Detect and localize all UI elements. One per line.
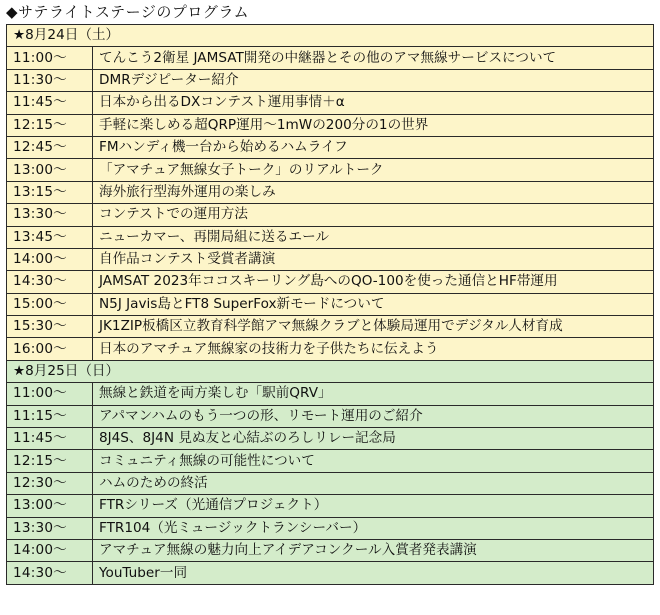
schedule-row (7, 450, 654, 472)
time-cell: 12:15〜 (7, 450, 93, 472)
schedule-row (7, 539, 654, 561)
time-cell: 13:30〜 (7, 204, 93, 226)
schedule-row (7, 428, 654, 450)
time-cell: 11:00〜 (7, 383, 93, 405)
program-cell: 手軽に楽しめる超QRP運用〜1mWの200分の1の世界 (93, 114, 654, 136)
day-header: ★8月25日（日） (7, 360, 654, 382)
program-cell: てんこう2衛星 JAMSAT開発の中継器とその他のアマ無線サービスについて (93, 47, 654, 69)
schedule-row (7, 136, 654, 158)
schedule-row (7, 405, 654, 427)
time-cell: 11:15〜 (7, 405, 93, 427)
schedule-row (7, 495, 654, 517)
schedule-row (7, 181, 654, 203)
program-cell: JAMSAT 2023年ココスキーリング島へのQO-100を使った通信とHF帯運用 (93, 271, 654, 293)
program-cell: アパマンハムのもう一つの形、リモート運用のご紹介 (93, 405, 654, 427)
day-header: ★8月24日（土） (7, 25, 654, 47)
program-cell: FTR104（光ミュージックトランシーバー） (93, 517, 654, 539)
program-cell: DMRデジピーター紹介 (93, 69, 654, 91)
program-cell: FTRシリーズ（光通信プロジェクト） (93, 495, 654, 517)
schedule-body (7, 25, 654, 585)
program-cell: ニューカマー、再開局組に送るエール (93, 226, 654, 248)
time-cell: 11:30〜 (7, 69, 93, 91)
program-cell: 「アマチュア無線女子トーク」のリアルトーク (93, 159, 654, 181)
schedule-table (6, 24, 654, 585)
program-cell: 8J4S、8J4N 見ぬ友と心結ぶのろしリレー記念局 (93, 428, 654, 450)
schedule-row (7, 226, 654, 248)
time-cell: 14:00〜 (7, 539, 93, 561)
schedule-row (7, 92, 654, 114)
time-cell: 15:00〜 (7, 293, 93, 315)
time-cell: 12:15〜 (7, 114, 93, 136)
time-cell: 13:30〜 (7, 517, 93, 539)
program-cell: 海外旅行型海外運用の楽しみ (93, 181, 654, 203)
schedule-row (7, 114, 654, 136)
program-cell: アマチュア無線の魅力向上アイデアコンクール入賞者発表講演 (93, 539, 654, 561)
time-cell: 11:45〜 (7, 92, 93, 114)
schedule-row (7, 69, 654, 91)
schedule-row (7, 271, 654, 293)
program-cell: 無線と鉄道を両方楽しむ「駅前QRV」 (93, 383, 654, 405)
program-cell: 自作品コンテスト受賞者講演 (93, 248, 654, 270)
time-cell: 11:00〜 (7, 47, 93, 69)
schedule-row (7, 248, 654, 270)
day-header-row (7, 360, 654, 382)
time-cell: 12:30〜 (7, 472, 93, 494)
time-cell: 12:45〜 (7, 136, 93, 158)
time-cell: 13:15〜 (7, 181, 93, 203)
time-cell: 16:00〜 (7, 338, 93, 360)
program-cell: コンテストでの運用方法 (93, 204, 654, 226)
program-cell: JK1ZIP板橋区立教育科学館アマ無線クラブと体験局運用でデジタル人材育成 (93, 316, 654, 338)
schedule-row (7, 517, 654, 539)
schedule-row (7, 562, 654, 584)
schedule-row (7, 338, 654, 360)
schedule-row (7, 204, 654, 226)
schedule-row (7, 316, 654, 338)
time-cell: 14:30〜 (7, 271, 93, 293)
time-cell: 13:00〜 (7, 495, 93, 517)
time-cell: 13:45〜 (7, 226, 93, 248)
time-cell: 11:45〜 (7, 428, 93, 450)
schedule-row (7, 159, 654, 181)
program-cell: N5J Javis島とFT8 SuperFox新モードについて (93, 293, 654, 315)
program-cell: 日本のアマチュア無線家の技術力を子供たちに伝えよう (93, 338, 654, 360)
time-cell: 14:30〜 (7, 562, 93, 584)
day-header-row (7, 25, 654, 47)
program-cell: 日本から出るDXコンテスト運用事情＋α (93, 92, 654, 114)
time-cell: 13:00〜 (7, 159, 93, 181)
schedule-row (7, 472, 654, 494)
program-cell: コミュニティ無線の可能性について (93, 450, 654, 472)
schedule-row (7, 47, 654, 69)
program-cell: YouTuber一同 (93, 562, 654, 584)
schedule-row (7, 383, 654, 405)
page-title: ◆サテライトステージのプログラム (6, 3, 250, 21)
program-cell: FMハンディ機一台から始めるハムライフ (93, 136, 654, 158)
schedule-row (7, 293, 654, 315)
time-cell: 14:00〜 (7, 248, 93, 270)
program-cell: ハムのための終活 (93, 472, 654, 494)
time-cell: 15:30〜 (7, 316, 93, 338)
